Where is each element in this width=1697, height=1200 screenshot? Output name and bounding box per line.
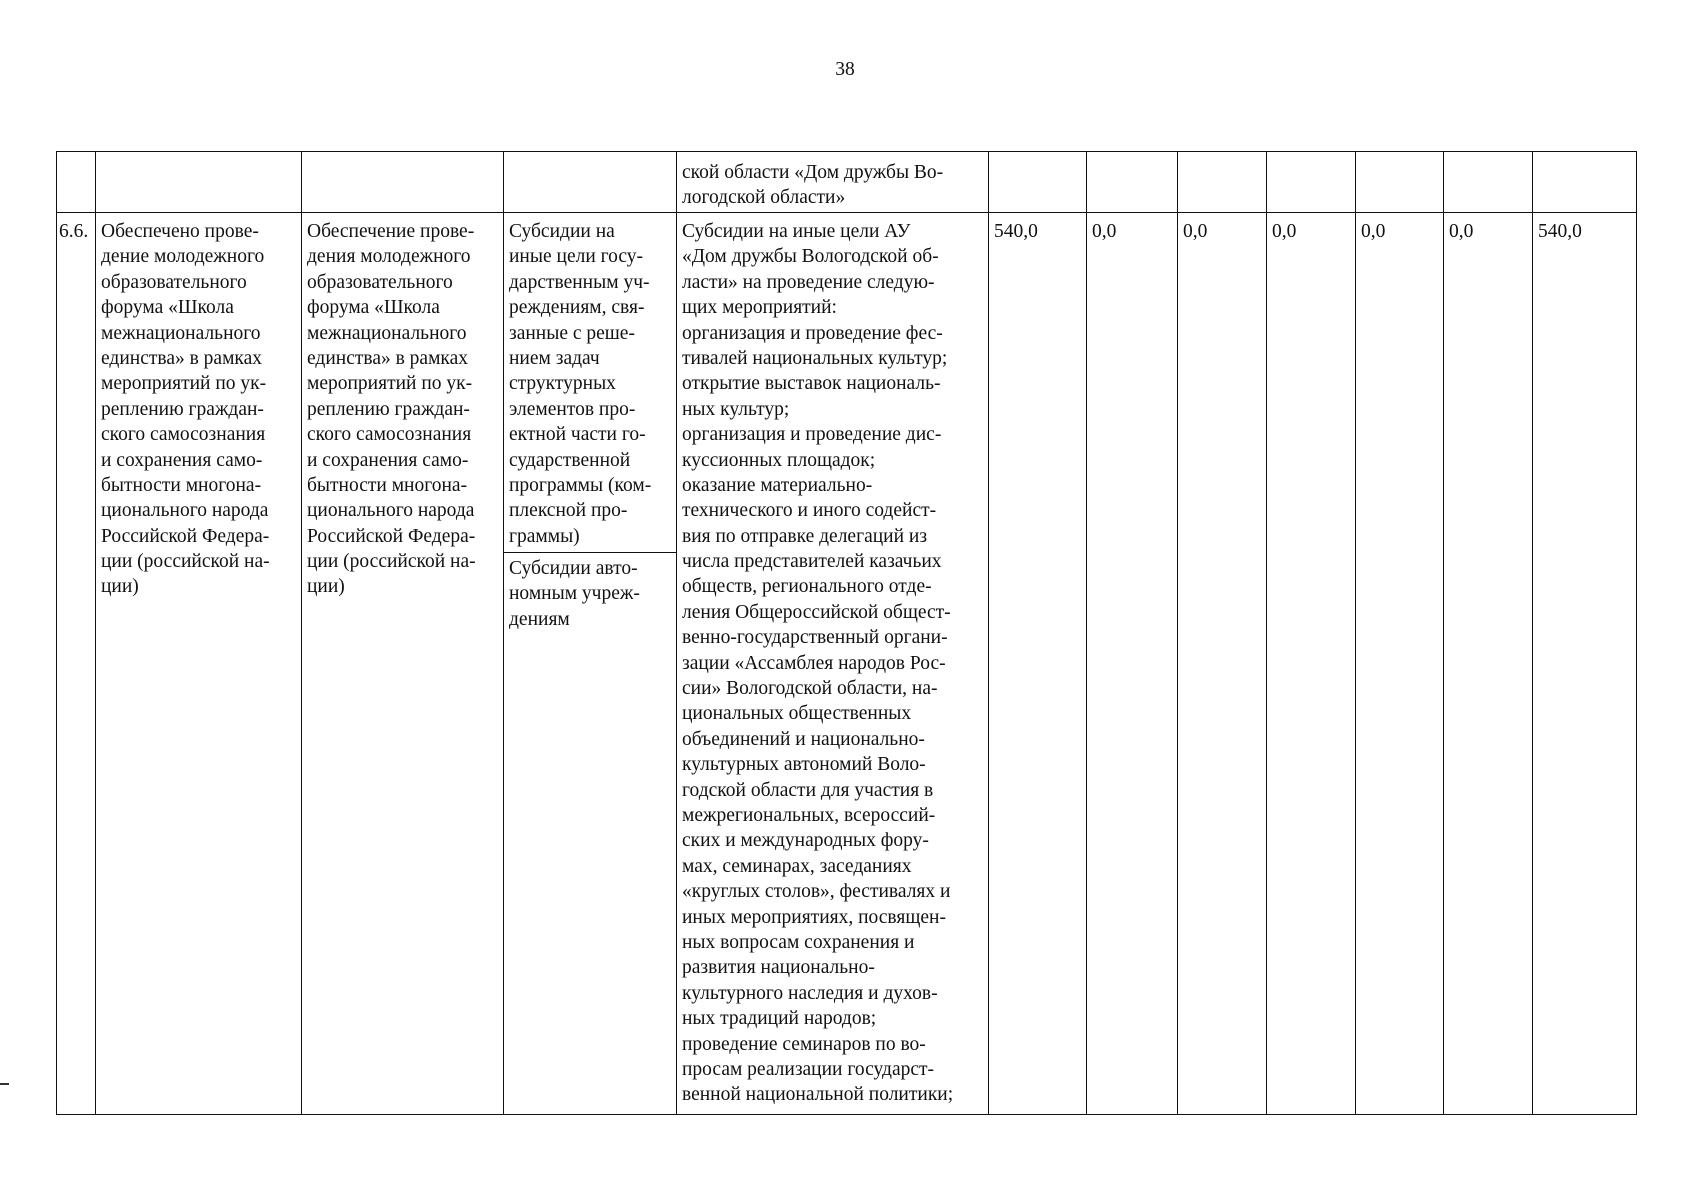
page-number: 38: [835, 59, 855, 80]
amount-cell: 540,0: [1533, 213, 1637, 1115]
text-line: межрегиональных, всероссий-: [682, 804, 936, 826]
text-line: мероприятий по ук-: [101, 373, 267, 395]
text-line: бытности многона-: [101, 474, 262, 496]
text-line: номным учреж-: [509, 583, 640, 605]
text-line: венно-государственный органи-: [682, 627, 948, 649]
amount-cell: 540,0: [989, 213, 1087, 1115]
description-cell: [677, 152, 989, 213]
text-line: ных традиций народов;: [682, 1008, 877, 1030]
text-line: реплению граждан-: [101, 398, 264, 420]
text-line: зации «Ассамблея народов Рос-: [682, 652, 946, 674]
table-cell-empty: [1087, 152, 1178, 213]
row-number: 6.6.: [57, 213, 96, 1115]
text-line: межнационального: [307, 322, 467, 344]
text-line: занные с реше-: [509, 322, 635, 344]
text-line: ции): [307, 576, 345, 598]
text-line: дения молодежного: [307, 246, 471, 268]
text-line: реплению граждан-: [307, 398, 470, 420]
text-line: иные цели госу-: [509, 246, 644, 268]
text-line: вия по отправке делегаций из: [682, 525, 928, 547]
text-line: логодской области»: [682, 187, 846, 209]
text-line: ского самосознания: [101, 424, 266, 446]
text-line: дарственным уч-: [509, 271, 650, 293]
table-cell-empty: [1267, 152, 1356, 213]
amount-cell: 0,0: [1087, 213, 1178, 1115]
text-line: числа представителей казачьих: [682, 551, 942, 573]
scan-mark: [0, 1083, 9, 1085]
amount-cell: 0,0: [1356, 213, 1444, 1115]
text-line: элементов про-: [509, 398, 636, 420]
text-line: обществ, регионального отде-: [682, 576, 932, 598]
text-line: ласти» на проведение следую-: [682, 271, 935, 293]
text-line: годской области для участия в: [682, 779, 934, 801]
text-line: межнационального: [101, 322, 261, 344]
text-line: культурного наследия и духов-: [682, 982, 938, 1004]
text-line: ных вопросам сохранения и: [682, 931, 915, 953]
description-cell: [677, 213, 989, 1115]
text-line: ции): [101, 576, 139, 598]
text-line: «круглых столов», фестивалях и: [682, 881, 951, 903]
text-line: ции (российской на-: [101, 551, 270, 573]
text-line: Субсидии авто-: [509, 558, 638, 579]
text-line: форума «Школа: [101, 297, 234, 319]
text-line: форума «Школа: [307, 297, 440, 319]
text-line: ционального народа: [101, 500, 269, 522]
text-line: ских и международных фору-: [682, 830, 929, 852]
text-line: тивалей национальных культур;: [682, 347, 948, 369]
text-line: ления Общероссийской общест-: [682, 601, 951, 623]
text-line: организация и проведение фес-: [682, 322, 943, 344]
text-line: Российской Федера-: [101, 525, 270, 547]
text-line: реждениям, свя-: [509, 297, 645, 319]
text-line: открытие выставок националь-: [682, 373, 941, 395]
text-line: Обеспечение прове-: [307, 221, 475, 242]
funding-table: [56, 151, 1637, 1115]
text-line: мероприятий по ук-: [307, 373, 473, 395]
text-line: Обеспечено прове-: [101, 221, 259, 242]
amount-cell: 0,0: [1178, 213, 1267, 1115]
subsidy-type-block: [504, 553, 676, 1114]
text-line: и сохранения само-: [307, 449, 469, 471]
table-cell-empty: [1533, 152, 1637, 213]
text-line: ского самосознания: [307, 424, 472, 446]
text-line: куссионных площадок;: [682, 449, 876, 471]
text-line: и сохранения само-: [101, 449, 263, 471]
table-cell-empty: [1178, 152, 1267, 213]
table-cell-empty: [1356, 152, 1444, 213]
text-line: щих мероприятий:: [682, 297, 837, 319]
text-line: образовательного: [101, 271, 247, 293]
text-line: дениям: [509, 608, 570, 630]
text-line: проведение семинаров по во-: [682, 1033, 926, 1055]
amount-cell: 0,0: [1444, 213, 1533, 1115]
text-line: оказание материально-: [682, 474, 873, 496]
text-line: образовательного: [307, 271, 453, 293]
text-line: единства» в рамках: [101, 347, 263, 369]
text-line: граммы): [509, 525, 580, 547]
table-cell-empty: [57, 152, 96, 213]
table-cell-empty: [1444, 152, 1533, 213]
text-line: ных культур;: [682, 398, 790, 420]
text-line: культурных автономий Воло-: [682, 754, 926, 776]
event-cell: [302, 213, 504, 1115]
text-line: объединений и национально-: [682, 728, 925, 750]
text-line: просам реализации государст-: [682, 1058, 935, 1080]
text-line: бытности многона-: [307, 474, 468, 496]
text-line: иных мероприятиях, посвящен-: [682, 906, 946, 928]
text-line: ектной части го-: [509, 424, 646, 446]
text-line: Субсидии на иные цели АУ: [682, 221, 911, 242]
text-line: дение молодежного: [101, 246, 265, 268]
text-line: циональных общественных: [682, 703, 912, 725]
table-cell-empty: [504, 152, 677, 213]
text-line: сударственной: [509, 449, 631, 471]
text-line: программы (ком-: [509, 474, 652, 496]
subsidy-type-block: [504, 213, 676, 553]
text-line: сии» Вологодской области, на-: [682, 678, 938, 700]
text-line: Субсидии на: [509, 221, 615, 242]
text-line: единства» в рамках: [307, 347, 469, 369]
text-line: ционального народа: [307, 500, 475, 522]
table-cell-empty: [96, 152, 302, 213]
text-line: развития национально-: [682, 957, 875, 979]
text-line: мах, семинарах, заседаниях: [682, 855, 912, 877]
text-line: Российской Федера-: [307, 525, 476, 547]
text-line: нием задач: [509, 347, 600, 369]
subsidy-type-cell: [504, 213, 677, 1115]
text-line: структурных: [509, 373, 616, 395]
text-line: «Дом дружбы Вологодской об-: [682, 246, 939, 268]
text-line: ции (российской на-: [307, 551, 476, 573]
table-cell-empty: [989, 152, 1087, 213]
text-line: плексной про-: [509, 500, 628, 522]
text-line: организация и проведение дис-: [682, 424, 942, 446]
text-line: ской области «Дом дружбы Во-: [682, 162, 944, 183]
text-line: венной национальной политики;: [682, 1084, 954, 1106]
table-cell-empty: [302, 152, 504, 213]
amount-cell: 0,0: [1267, 213, 1356, 1115]
result-cell: [96, 213, 302, 1115]
text-line: технического и иного содейст-: [682, 500, 937, 522]
